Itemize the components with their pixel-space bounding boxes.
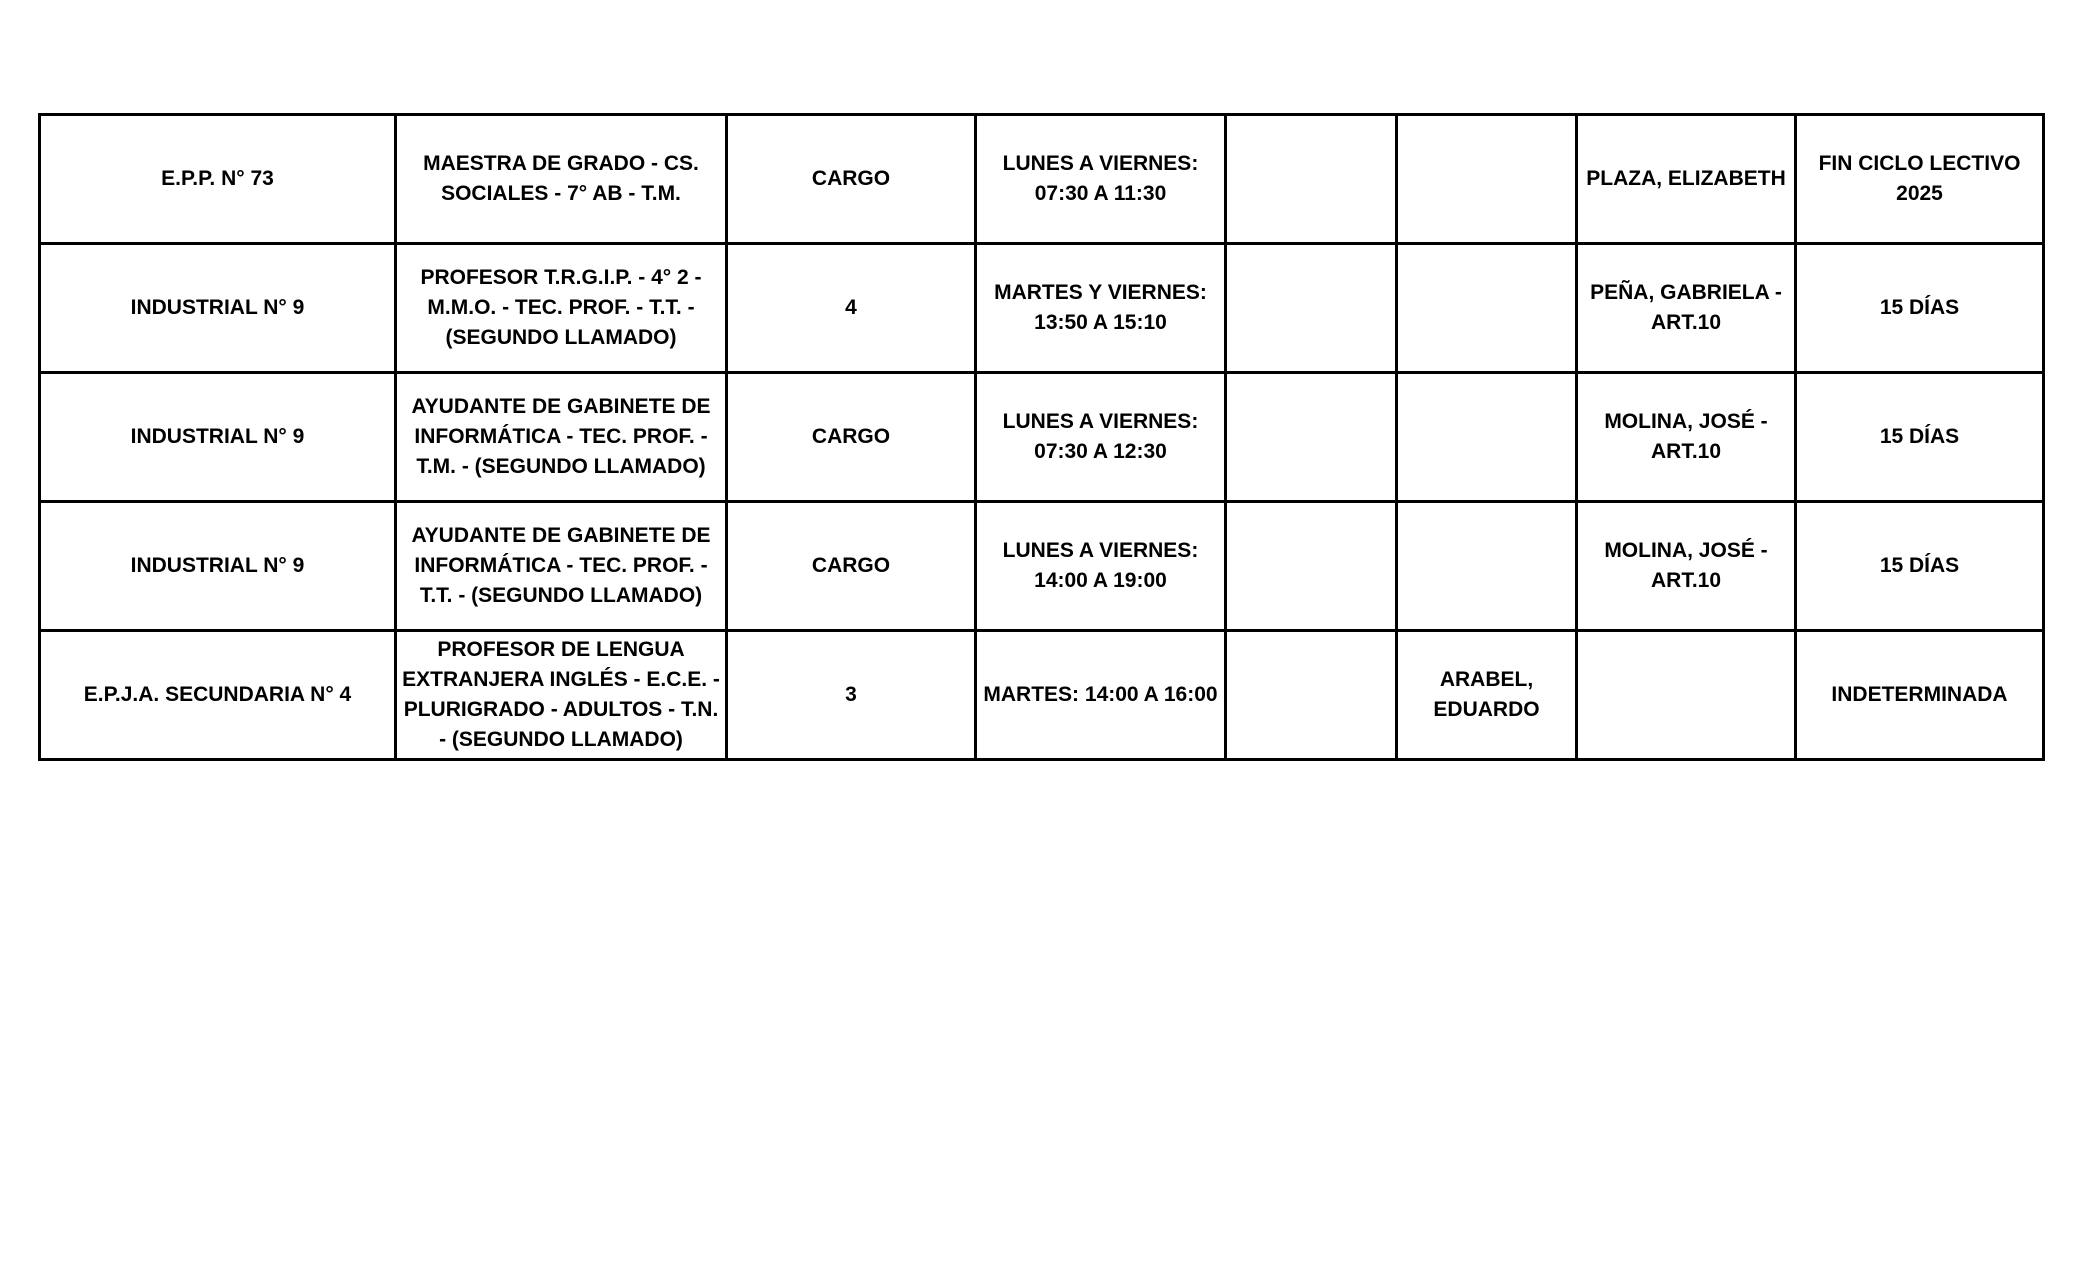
hours-cell: 4 — [727, 244, 976, 373]
vacancy-table — [38, 113, 2045, 761]
replaces-cell — [1577, 631, 1796, 760]
school-cell: INDUSTRIAL N° 9 — [40, 244, 396, 373]
name-cell — [1397, 373, 1577, 502]
schedule-cell: LUNES A VIERNES: 07:30 A 12:30 — [976, 373, 1226, 502]
position-cell: MAESTRA DE GRADO - CS. SOCIALES - 7° AB - T.M. — [396, 115, 727, 244]
duration-cell: INDETERMINADA — [1796, 631, 2044, 760]
empty-cell — [1226, 244, 1397, 373]
school-cell: INDUSTRIAL N° 9 — [40, 373, 396, 502]
schedule-cell: MARTES: 14:00 A 16:00 — [976, 631, 1226, 760]
duration-cell: FIN CICLO LECTIVO 2025 — [1796, 115, 2044, 244]
name-cell — [1397, 244, 1577, 373]
table-row — [40, 244, 2044, 373]
replaces-cell: PEÑA, GABRIELA - ART.10 — [1577, 244, 1796, 373]
position-cell: PROFESOR T.R.G.I.P. - 4° 2 - M.M.O. - TEC. PROF. - T.T. - (SEGUNDO LLAMADO) — [396, 244, 727, 373]
table-row — [40, 115, 2044, 244]
hours-cell: 3 — [727, 631, 976, 760]
schedule-cell: LUNES A VIERNES: 14:00 A 19:00 — [976, 502, 1226, 631]
school-cell: E.P.J.A. SECUNDARIA N° 4 — [40, 631, 396, 760]
hours-cell: CARGO — [727, 502, 976, 631]
duration-cell: 15 DÍAS — [1796, 502, 2044, 631]
hours-cell: CARGO — [727, 115, 976, 244]
duration-cell: 15 DÍAS — [1796, 373, 2044, 502]
empty-cell — [1226, 373, 1397, 502]
schedule-cell: MARTES Y VIERNES: 13:50 A 15:10 — [976, 244, 1226, 373]
table-row — [40, 502, 2044, 631]
replaces-cell: PLAZA, ELIZABETH — [1577, 115, 1796, 244]
name-cell — [1397, 115, 1577, 244]
table-row — [40, 373, 2044, 502]
name-cell: ARABEL, EDUARDO — [1397, 631, 1577, 760]
schedule-cell: LUNES A VIERNES: 07:30 A 11:30 — [976, 115, 1226, 244]
duration-cell: 15 DÍAS — [1796, 244, 2044, 373]
empty-cell — [1226, 631, 1397, 760]
hours-cell: CARGO — [727, 373, 976, 502]
table-row — [40, 631, 2044, 760]
position-cell: AYUDANTE DE GABINETE DE INFORMÁTICA - TEC. PROF. - T.T. - (SEGUNDO LLAMADO) — [396, 502, 727, 631]
name-cell — [1397, 502, 1577, 631]
empty-cell — [1226, 115, 1397, 244]
replaces-cell: MOLINA, JOSÉ - ART.10 — [1577, 373, 1796, 502]
replaces-cell: MOLINA, JOSÉ - ART.10 — [1577, 502, 1796, 631]
position-cell: PROFESOR DE LENGUA EXTRANJERA INGLÉS - E.C.E. - PLURIGRADO - ADULTOS - T.N. - (SEGUNDO LLAMADO) — [396, 631, 727, 760]
school-cell: INDUSTRIAL N° 9 — [40, 502, 396, 631]
empty-cell — [1226, 502, 1397, 631]
school-cell: E.P.P. N° 73 — [40, 115, 396, 244]
position-cell: AYUDANTE DE GABINETE DE INFORMÁTICA - TEC. PROF. - T.M. - (SEGUNDO LLAMADO) — [396, 373, 727, 502]
